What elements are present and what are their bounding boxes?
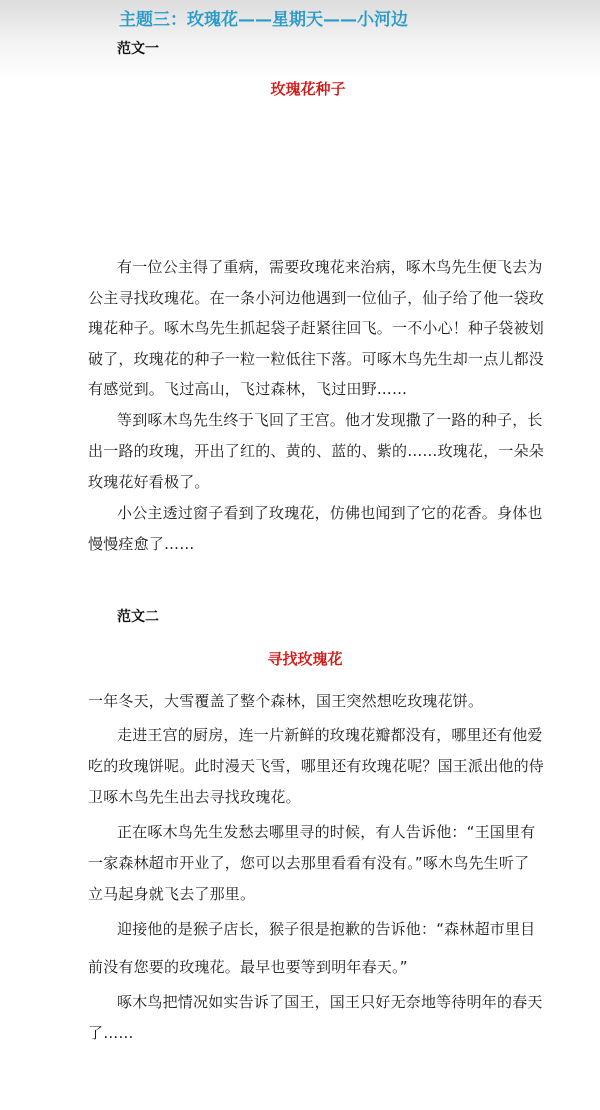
essay2-line: 迎接他的是猴子店长，猴子很是抱歉的告诉他：“森林超市里目 xyxy=(117,920,536,938)
essay1-label: 范文一 xyxy=(117,41,159,57)
essay1-line: 等到啄木鸟先生终于飞回了王宫。他才发现撒了一路的种子，长 xyxy=(117,411,543,429)
essay1-line: 有一位公主得了重病，需要玫瑰花来治病，啄木鸟先生便飞去为 xyxy=(117,258,543,276)
essay2-line: 一家森林超市开业了，您可以去那里看看有没有。”啄木鸟先生听了 xyxy=(88,854,530,872)
essay2-line: 前没有您要的玫瑰花。最早也要等到明年春天。” xyxy=(88,958,408,976)
essay1-line: 小公主透过窗子看到了玫瑰花，仿佛也闻到了它的花香。身体也 xyxy=(117,504,543,522)
essay2-title: 寻找玫瑰花 xyxy=(267,650,343,668)
essay2-line: 正在啄木鸟先生发愁去哪里寻的时候，有人告诉他：“王国里有 xyxy=(117,823,536,841)
essay1-line: 破了，玫瑰花的种子一粒一粒低往下落。可啄木鸟先生却一点儿都没 xyxy=(88,350,545,368)
theme-title: 主题三：玫瑰花——星期天——小河边 xyxy=(119,10,408,30)
essay1-line: 玫瑰花好看极了。 xyxy=(88,473,210,491)
essay2-label: 范文二 xyxy=(117,609,159,625)
essay1-line: 慢慢痊愈了…… xyxy=(88,535,195,553)
essay2-line: 立马起身就飞去了那里。 xyxy=(88,885,256,903)
essay1-line: 有感觉到。飞过高山，飞过森林，飞过田野…… xyxy=(88,380,408,398)
essay2-line: 啄木鸟把情况如实告诉了国王，国王只好无奈地等待明年的春天 xyxy=(117,993,543,1011)
essay1-line: 公主寻找玫瑰花。在一条小河边他遇到一位仙子，仙子给了他一袋玫 xyxy=(88,289,545,307)
essay1-line: 瑰花种子。啄木鸟先生抓起袋子赶紧往回飞。一不小心！种子袋被划 xyxy=(88,319,545,337)
essay1-title: 玫瑰花种子 xyxy=(270,80,346,98)
essay1-line: 出一路的玫瑰，开出了红的、黄的、蓝的、紫的……玫瑰花，一朵朵 xyxy=(88,442,545,460)
essay2-line: 走进王宫的厨房，连一片新鲜的玫瑰花瓣都没有，哪里还有他爱 xyxy=(117,726,543,744)
essay2-line: 一年冬天，大雪覆盖了整个森林，国王突然想吃玫瑰花饼。 xyxy=(88,692,484,710)
essay2-line: 吃的玫瑰饼呢。此时漫天飞雪，哪里还有玫瑰花呢？国王派出他的侍 xyxy=(88,757,545,775)
essay2-line: 卫啄木鸟先生出去寻找玫瑰花。 xyxy=(88,788,301,806)
essay2-line: 了…… xyxy=(88,1024,134,1042)
